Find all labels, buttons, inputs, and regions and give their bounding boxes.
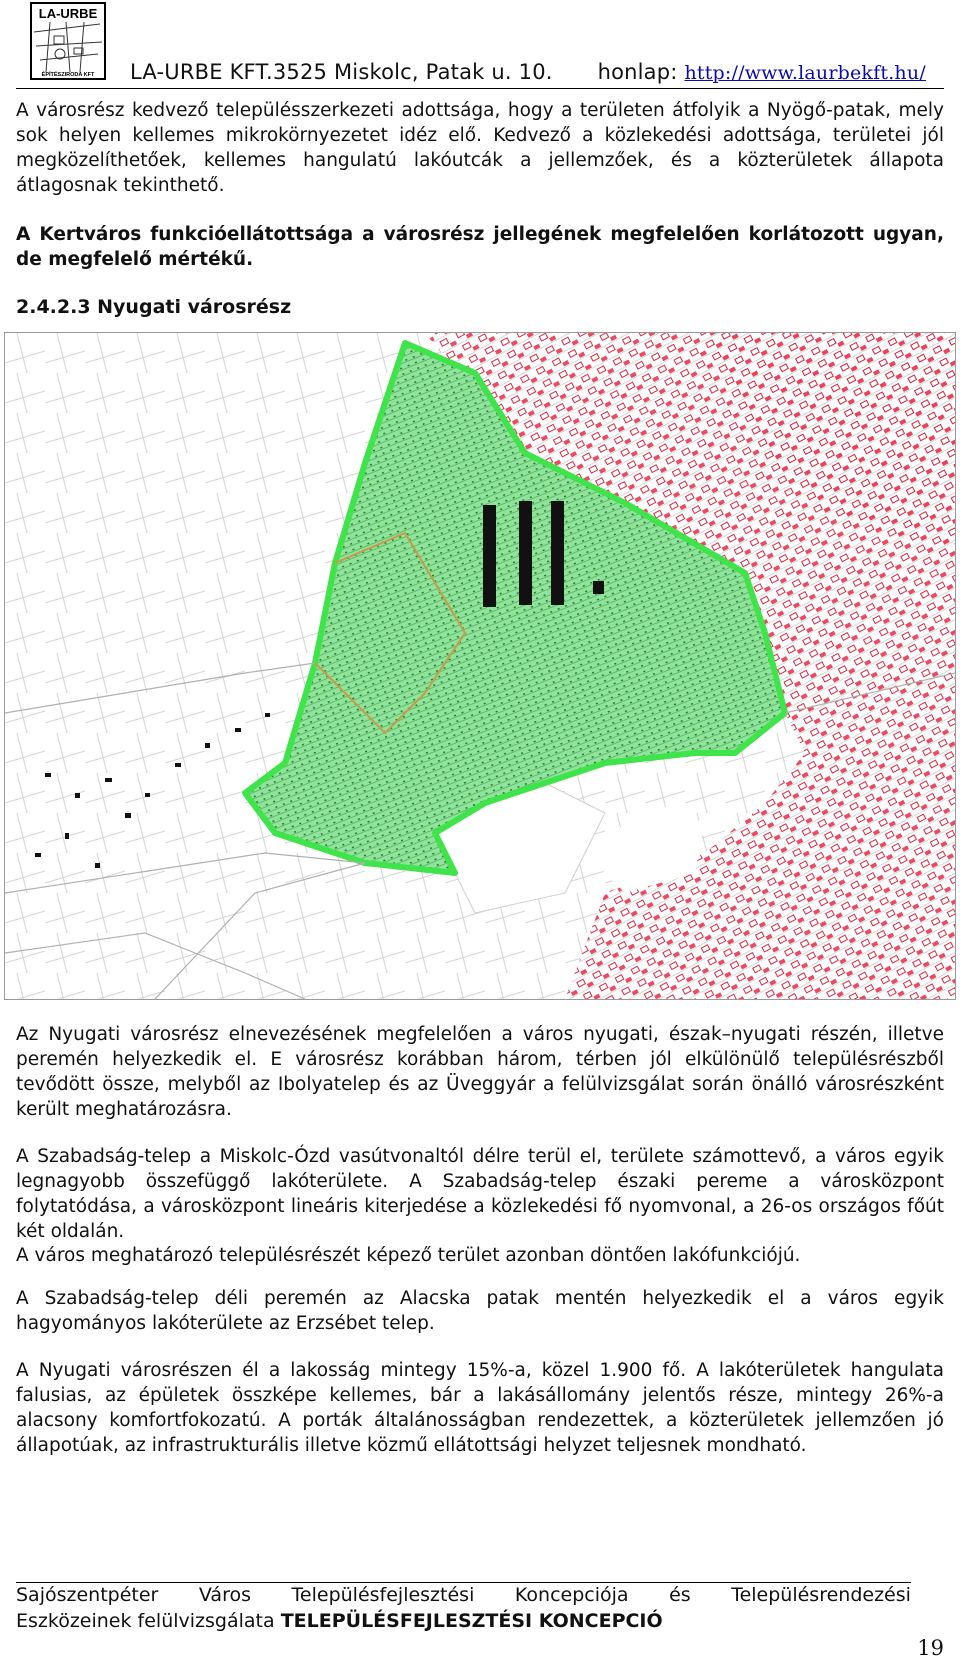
paragraph-4: A Szabadság-telep a Miskolc-Ózd vasútvonaltól délre terül el, területe számottevő, a város egyik legnagyobb összefüggő lakóterülete. A Szabadság-telep északi pereme a városközpont folytatódása, a városközpont lineáris kiterjedése a közlekedési fő nyomvonal, a 26-os országos főút két oldalán. bbox=[16, 1146, 944, 1242]
company-address: LA-URBE KFT.3525 Miskolc, Patak u. 10. bbox=[130, 60, 553, 84]
svg-text:LA-URBE: LA-URBE bbox=[38, 6, 98, 21]
map-graphic bbox=[5, 333, 955, 999]
footer-word: Város bbox=[198, 1584, 251, 1606]
svg-text:ÉPÍTÉSZIRODA KFT: ÉPÍTÉSZIRODA KFT bbox=[41, 72, 95, 78]
footer-word: Településrendezési bbox=[731, 1584, 911, 1606]
header-line bbox=[130, 60, 926, 84]
footer-line-2 bbox=[16, 1610, 663, 1632]
footer-divider bbox=[16, 1582, 911, 1583]
paragraph-1: A városrész kedvező településszerkezeti adottsága, hogy a területen átfolyik a Nyögő-patak, mely sok helyen kellemes mikrokörnyezetet idéz elő. Kedvező a közlekedési adottsága, területei jól megközelíthetőek, kellemes hangulatú lakóutcák a jellemzőek, és a közterületek állapota átlagosnak tekinthető. bbox=[16, 100, 944, 196]
district-map bbox=[4, 332, 956, 1000]
la-urbe-logo bbox=[30, 2, 106, 80]
paragraph-3: Az Nyugati városrész elnevezésének megfelelően a város nyugati, észak–nyugati részén, illetve peremén helyezkedik el. E városrész korábban három, térben jól elkülönülő településrészből tevődött össze, melyből az Ibolyatelep és az Üveggyár a felülvizsgálat során önálló városrészként került meghatározásra. bbox=[16, 1024, 944, 1120]
header-divider bbox=[16, 88, 944, 89]
paragraph-6: A Nyugati városrészen él a lakosság mintegy 15%-a, közel 1.900 fő. A lakóterületek hangulata falusias, az épületek összképe kellemes, bár a lakásállomány jelentős része, mintegy 26%-a alacsony komfortfokozatú. A porták általánosságban rendezettek, a közterületek jellemzően jó állapotúak, az infrastrukturális illetve közmű ellátottsági helyzet teljesnek mondható. bbox=[16, 1360, 944, 1456]
footer-word: Koncepciója bbox=[514, 1584, 629, 1606]
footer-word: Településfejlesztési bbox=[291, 1584, 475, 1606]
homepage-link[interactable]: http://www.laurbekft.hu/ bbox=[684, 62, 926, 84]
paragraph-5: A Szabadság-telep déli peremén az Alacska patak mentén helyezkedik el a város egyik hagyományos lakóterülete az Erzsébet telep. bbox=[16, 1288, 944, 1334]
homepage-label: honlap: bbox=[597, 60, 678, 84]
footer-line-2-bold: TELEPÜLÉSFEJLESZTÉSI KONCEPCIÓ bbox=[280, 1610, 663, 1632]
footer-word: és bbox=[669, 1584, 691, 1606]
footer-line-2-normal: Eszközeinek felülvizsgálata bbox=[16, 1610, 281, 1632]
section-heading: 2.4.2.3 Nyugati városrész bbox=[16, 296, 292, 318]
footer-word: Sajószentpéter bbox=[16, 1584, 159, 1606]
page-number: 19 bbox=[917, 1636, 944, 1660]
paragraph-2-bold: A Kertváros funkcióellátottsága a városrész jellegének megfelelően korlátozott ugyan, de megfelelő mértékű. bbox=[16, 224, 944, 270]
paragraph-4b: A város meghatározó településrészét képező terület azonban döntően lakófunkciójú. bbox=[16, 1245, 801, 1266]
footer-line-1 bbox=[16, 1584, 911, 1606]
